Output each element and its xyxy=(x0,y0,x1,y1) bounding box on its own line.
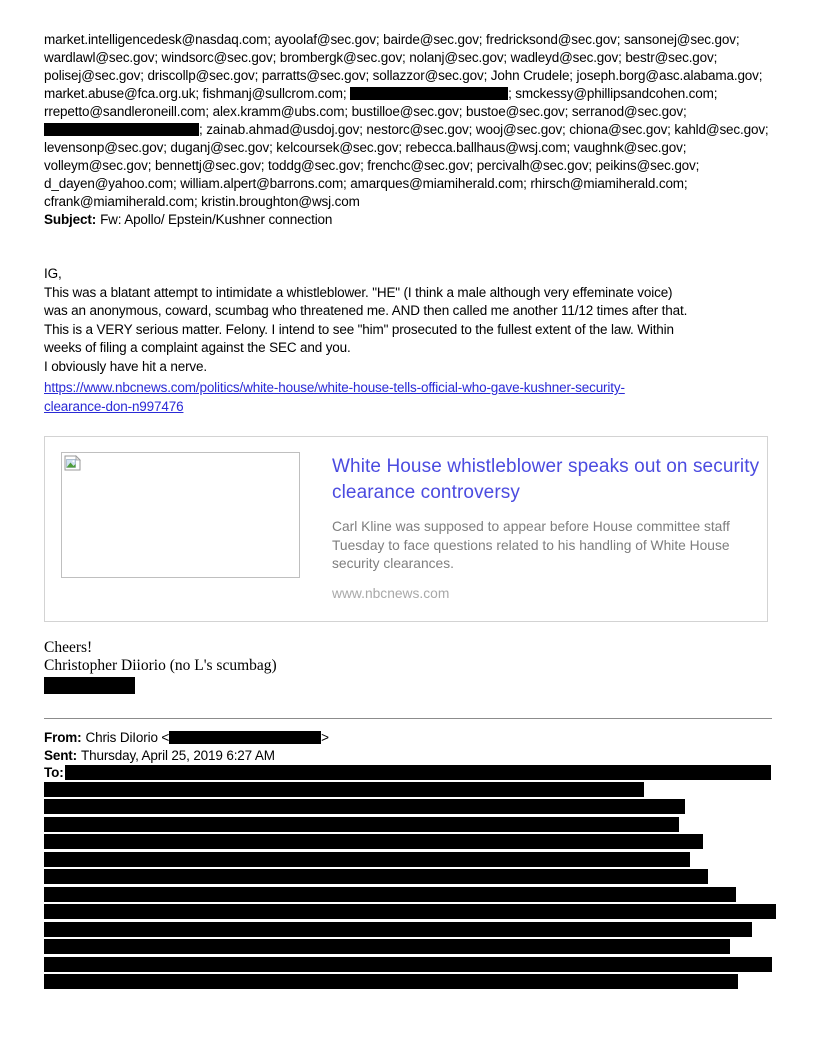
recipient-text: cfrank@miamiherald.com; kristin.broughton@wsj.com xyxy=(44,194,360,209)
redaction-bar xyxy=(350,87,508,100)
card-description: Carl Kline was supposed to appear before House committee staff Tuesday to face questions related to his handling of White House security clearances. xyxy=(332,519,730,571)
link-preview-card[interactable] xyxy=(44,436,768,622)
subject-line xyxy=(44,211,772,229)
body-line: This is a VERY serious matter. Felony. I intend to see "him" prosecuted to the fullest extent of the law. Within xyxy=(44,321,674,337)
redaction-bar xyxy=(44,922,752,937)
body-line: I obviously have hit a nerve. xyxy=(44,358,207,374)
recipient-line xyxy=(44,139,772,157)
recipient-text: market.abuse@fca.org.uk; fishmanj@sullcrom.com; xyxy=(44,86,351,101)
to-line xyxy=(44,764,772,782)
recipient-line xyxy=(44,121,772,139)
recipient-line xyxy=(44,49,772,67)
from-name: Chris DiIorio < xyxy=(85,730,170,745)
recipient-line xyxy=(44,193,772,211)
body-line: weeks of filing a complaint against the SEC and you. xyxy=(44,340,351,355)
card-title[interactable]: White House whistleblower speaks out on security clearance controversy xyxy=(332,456,760,503)
divider-line xyxy=(44,718,772,719)
card-source: www.nbcnews.com xyxy=(332,585,450,601)
sent-value: Thursday, April 25, 2019 6:27 AM xyxy=(81,747,275,763)
recipient-text: volleym@sec.gov; bennettj@sec.gov; toddg@sec.gov; frenchc@sec.gov; percivalh@sec.gov; peikins@sec.gov; xyxy=(44,158,700,173)
recipient-text: market.intelligencedesk@nasdaq.com; ayoolaf@sec.gov; bairde@sec.gov; fredricksond@sec.gov; sansonej@sec.gov; xyxy=(44,32,740,47)
body-line: was an anonymous, coward, scumbag who threatened me. AND then called me another 11/12 times after that. xyxy=(44,303,688,318)
image-placeholder xyxy=(61,452,300,578)
recipient-list xyxy=(44,31,772,229)
redaction-bar xyxy=(44,799,685,814)
broken-image-icon xyxy=(64,455,82,471)
to-label: To: xyxy=(44,765,64,780)
sent-line xyxy=(44,747,772,765)
redaction-bar xyxy=(169,731,321,744)
recipient-line xyxy=(44,85,772,103)
redaction-bar xyxy=(44,957,772,972)
redaction-bar xyxy=(44,677,135,694)
redaction-bar xyxy=(44,939,730,954)
redaction-bar xyxy=(44,852,690,867)
card-content xyxy=(332,454,777,621)
redaction-bar xyxy=(44,782,644,797)
subject-label: Subject: xyxy=(44,212,97,227)
redaction-bar xyxy=(44,974,738,989)
redaction-bar xyxy=(44,869,708,884)
redacted-recipient-block xyxy=(44,782,772,990)
redaction-bar xyxy=(44,904,776,919)
from-label: From: xyxy=(44,730,82,745)
from-line xyxy=(44,729,772,747)
redaction-bar xyxy=(44,817,679,832)
redaction-bar xyxy=(44,123,199,136)
recipient-text: d_dayen@yahoo.com; william.alpert@barrons.com; amarques@miamiherald.com; rhirsch@miamiherald.com; xyxy=(44,176,688,191)
recipient-line xyxy=(44,175,772,193)
signature-block xyxy=(44,639,772,694)
recipient-line xyxy=(44,103,772,121)
signature-name: Christopher Diiorio (no L's scumbag) xyxy=(44,657,277,674)
recipient-text: ; zainab.ahmad@usdoj.gov; nestorc@sec.gov; wooj@sec.gov; chiona@sec.gov; kahld@sec.gov; xyxy=(199,122,769,137)
sent-label: Sent: xyxy=(44,747,78,763)
subject-value: Fw: Apollo/ Epstein/Kushner connection xyxy=(100,212,333,227)
signature-closing: Cheers! xyxy=(44,639,93,656)
recipient-line xyxy=(44,67,772,85)
body-line: This was a blatant attempt to intimidate a whistleblower. "HE" (I think a male although very effeminate voice) xyxy=(44,284,673,300)
recipient-line xyxy=(44,31,772,49)
quoted-message-header xyxy=(44,729,772,989)
link-text-line[interactable]: clearance-don-n997476 xyxy=(44,398,184,414)
recipient-text: rrepetto@sandleroneill.com; alex.kramm@ubs.com; bustilloe@sec.gov; bustoe@sec.gov; serranod@sec.gov; xyxy=(44,104,687,119)
recipient-text: polisej@sec.gov; driscollp@sec.gov; parratts@sec.gov; sollazzor@sec.gov; John Crudele; joseph.borg@asc.alabama.gov; xyxy=(44,68,763,83)
recipient-text: levensonp@sec.gov; duganj@sec.gov; kelcoursek@sec.gov; rebecca.ballhaus@wsj.com; vaughnk@sec.gov; xyxy=(44,140,687,155)
redaction-bar xyxy=(44,887,736,902)
recipient-text: ; smckessy@phillipsandcohen.com; xyxy=(508,86,718,101)
body-line: IG, xyxy=(44,266,62,281)
redaction-bar xyxy=(44,834,703,849)
link-text-line[interactable]: https://www.nbcnews.com/politics/white-house/white-house-tells-official-who-gave-kushner-security- xyxy=(44,380,625,395)
recipient-text: wardlawl@sec.gov; windsorc@sec.gov; brombergk@sec.gov; nolanj@sec.gov; wadleyd@sec.gov; bestr@sec.gov; xyxy=(44,50,718,65)
from-close-bracket: > xyxy=(321,730,329,745)
recipient-line xyxy=(44,157,772,175)
nbcnews-article-link[interactable] xyxy=(44,379,772,416)
email-body xyxy=(44,265,772,416)
redaction-bar xyxy=(65,765,771,780)
